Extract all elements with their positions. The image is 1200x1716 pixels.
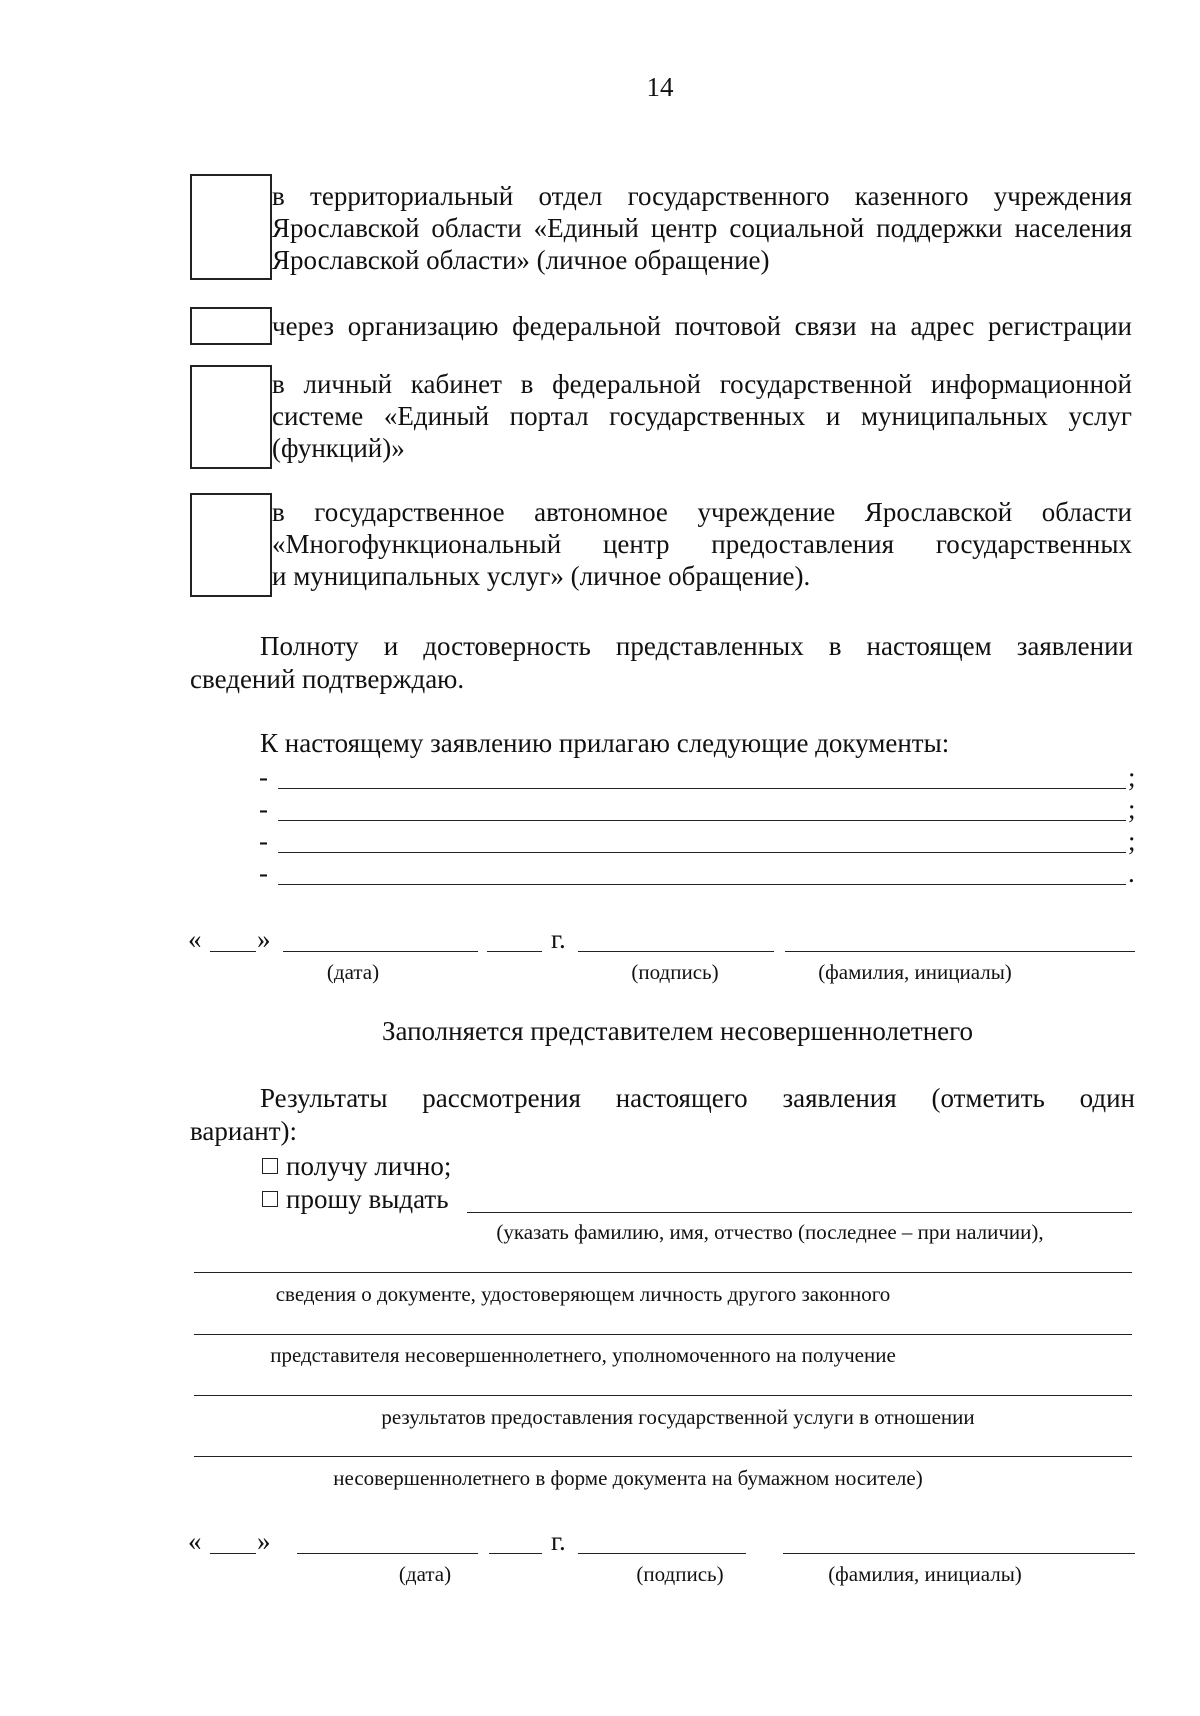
option-line: (функций)» <box>272 433 405 463</box>
hint-line-5: несовершеннолетнего в форме документа на бумажном носителе) <box>333 1466 923 1490</box>
name-field[interactable] <box>783 1553 1135 1554</box>
attachment-input-2[interactable] <box>278 820 1126 821</box>
hint-line-1: (указать фамилию, имя, отчество (последнее – при наличии), <box>496 1220 1044 1244</box>
attachment-input-4[interactable] <box>278 884 1126 885</box>
recipient-field-3[interactable] <box>194 1334 1132 1335</box>
hint-line-2: сведения о документе, удостоверяющем личность другого законного <box>275 1282 891 1306</box>
issue-recipient-field[interactable] <box>467 1212 1132 1213</box>
attachment-dash: - <box>259 762 268 792</box>
date-year-field[interactable] <box>489 1553 542 1554</box>
option-mfc-checkbox[interactable] <box>190 493 272 597</box>
option-line: и муниципальных услуг» (личное обращение). <box>272 561 811 591</box>
option-line: Ярославской области» (личное обращение) <box>272 245 770 275</box>
attachment-input-1[interactable] <box>278 788 1126 789</box>
confirmation-paragraph <box>190 630 1133 696</box>
option-issue[interactable] <box>262 1184 449 1215</box>
attachment-end: ; <box>1128 794 1136 824</box>
date-caption: (дата) <box>326 960 380 984</box>
confirmation-line: Полноту и достоверность представленных в настоящем заявлении <box>260 631 1133 661</box>
date-close-quote: » <box>257 924 271 954</box>
recipient-field-2[interactable] <box>194 1272 1132 1273</box>
attachment-input-3[interactable] <box>278 852 1126 853</box>
option-line: через организацию федеральной почтовой связи на адрес регистрации <box>272 311 1132 341</box>
attachment-dash: - <box>259 794 268 824</box>
checkbox-icon[interactable] <box>262 1158 278 1174</box>
representative-heading: Заполняется представителем несовершеннолетнего <box>381 1016 974 1046</box>
recipient-field-5[interactable] <box>194 1456 1132 1457</box>
checkbox-icon[interactable] <box>262 1191 278 1207</box>
name-caption: (фамилия, инициалы) <box>818 960 1012 984</box>
results-line: Результаты рассмотрения настоящего заявления (отметить один <box>260 1083 1135 1113</box>
date-open-quote: « <box>188 924 202 954</box>
option-personal[interactable] <box>262 1151 451 1182</box>
signature-caption: (подпись) <box>636 1562 724 1586</box>
option-issue-label: прошу выдать <box>286 1184 449 1214</box>
attachment-dash: - <box>259 826 268 856</box>
hint-line-3: представителя несовершеннолетнего, уполномоченного на получение <box>270 1343 896 1367</box>
option-line: «Многофункциональный центр предоставления государственных <box>272 529 1132 559</box>
year-suffix: г. <box>551 1526 566 1556</box>
page-number: 14 <box>646 72 674 102</box>
date-caption: (дата) <box>398 1562 452 1586</box>
option-line: в территориальный отдел государственного казенного учреждения <box>272 181 1132 211</box>
date-open-quote: « <box>188 1526 202 1556</box>
attachment-end: ; <box>1128 826 1136 856</box>
option-post-checkbox[interactable] <box>190 307 272 345</box>
results-line: вариант): <box>190 1116 298 1146</box>
option-line: в личный кабинет в федеральной государственной информационной <box>272 369 1132 399</box>
recipient-field-4[interactable] <box>194 1395 1132 1396</box>
date-day-field[interactable] <box>210 1553 256 1554</box>
name-field[interactable] <box>785 951 1135 952</box>
option-epgu-checkbox[interactable] <box>190 365 272 469</box>
option-territorial-office <box>272 180 1132 276</box>
attachment-dash: - <box>259 858 268 888</box>
date-year-field[interactable] <box>487 951 542 952</box>
attachments-intro: К настоящему заявлению прилагаю следующие документы: <box>260 728 950 758</box>
hint-line-4: результатов предоставления государственной услуги в отношении <box>381 1405 975 1429</box>
signature-caption: (подпись) <box>631 960 719 984</box>
option-personal-label: получу лично; <box>286 1151 452 1181</box>
option-line: системе «Единый портал государственных и муниципальных услуг <box>272 401 1132 431</box>
date-day-field[interactable] <box>210 951 256 952</box>
option-mfc <box>272 496 1132 592</box>
confirmation-line: сведений подтверждаю. <box>190 664 465 694</box>
signature-field[interactable] <box>578 1553 746 1554</box>
option-line: Ярославской области «Единый центр социальной поддержки населения <box>272 213 1132 243</box>
date-month-field[interactable] <box>283 951 478 952</box>
option-territorial-office-checkbox[interactable] <box>190 174 272 280</box>
results-paragraph <box>190 1082 1135 1148</box>
name-caption: (фамилия, инициалы) <box>828 1562 1022 1586</box>
signature-field[interactable] <box>578 951 774 952</box>
attachment-end: . <box>1128 858 1135 888</box>
option-line: в государственное автономное учреждение Ярославской области <box>272 497 1132 527</box>
option-post <box>272 310 1132 342</box>
date-close-quote: » <box>257 1526 271 1556</box>
option-epgu <box>272 368 1132 464</box>
year-suffix: г. <box>551 924 566 954</box>
date-month-field[interactable] <box>297 1553 478 1554</box>
attachment-end: ; <box>1128 762 1136 792</box>
